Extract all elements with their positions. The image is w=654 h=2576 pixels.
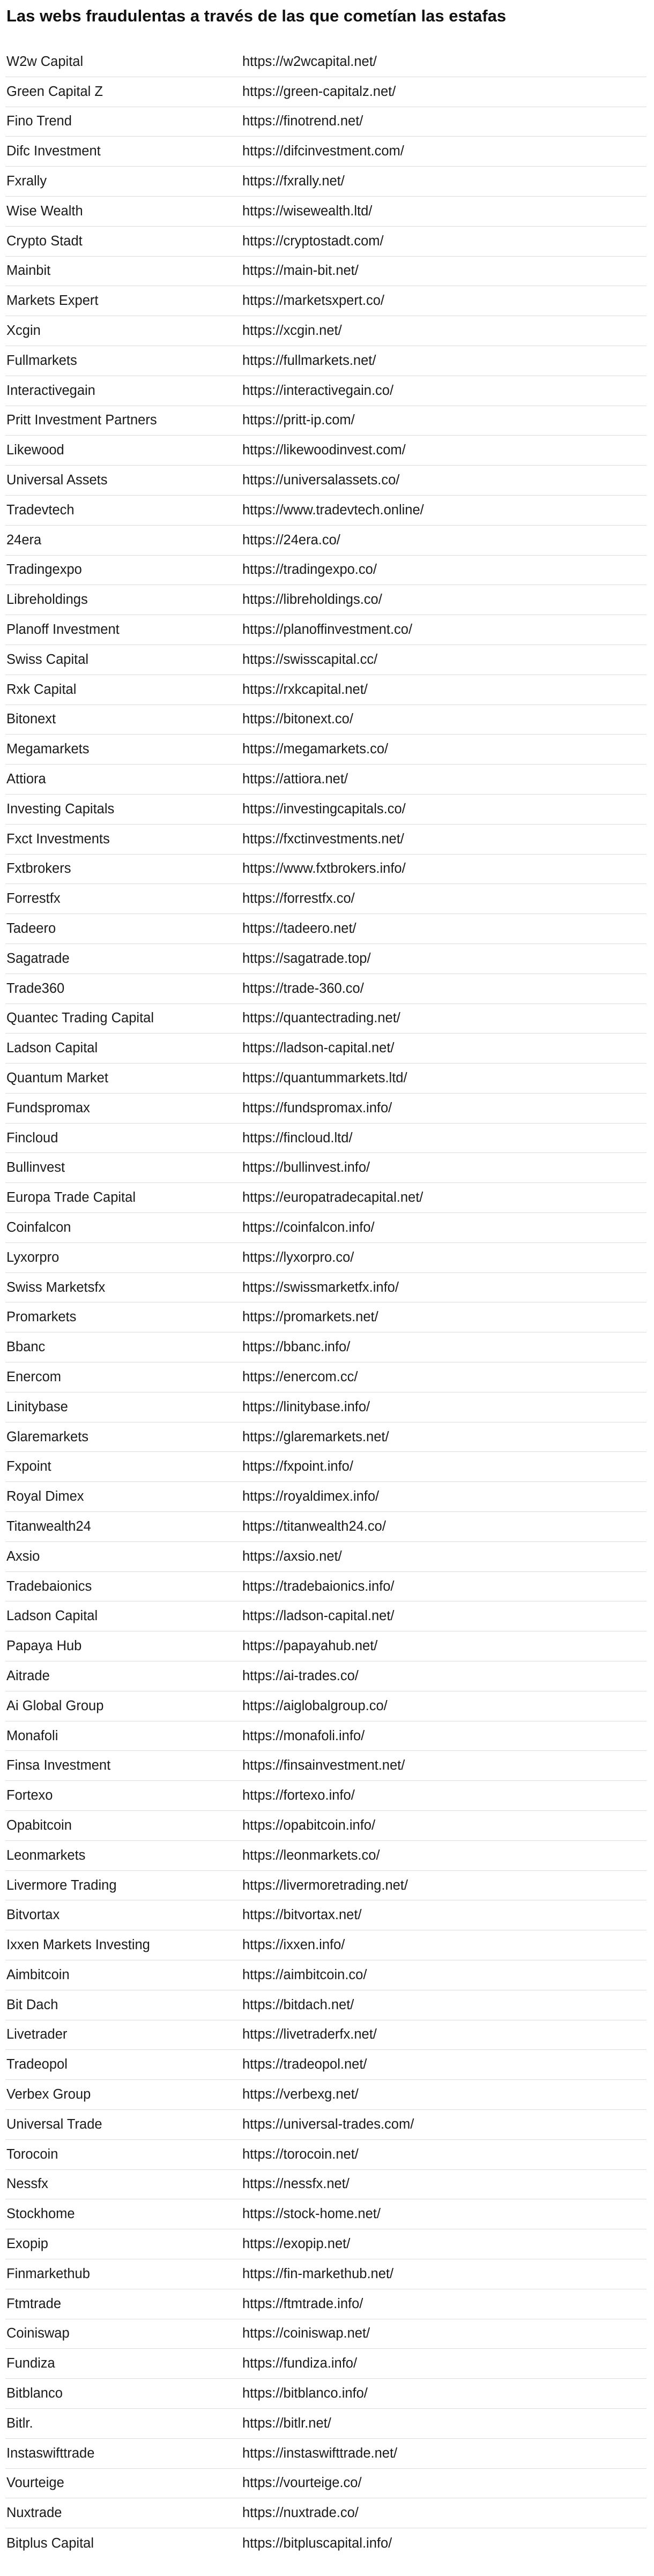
website-url: https://lyxorpro.co/: [242, 1249, 354, 1265]
table-row: [5, 1094, 646, 1124]
website-url: https://torocoin.net/: [242, 2146, 359, 2162]
table-row: [5, 556, 646, 586]
website-url: https://glaremarkets.net/: [242, 1429, 389, 1444]
website-url: https://bitpluscapital.info/: [242, 2535, 392, 2551]
company-name: Tadeero: [6, 921, 56, 936]
table-row: [5, 1064, 646, 1094]
company-name: Universal Trade: [6, 2116, 102, 2132]
company-name: Promarkets: [6, 1309, 77, 1325]
website-url: https://ladson-capital.net/: [242, 1608, 395, 1624]
website-url: https://planoffinvestment.co/: [242, 622, 413, 638]
table-row: [5, 2110, 646, 2140]
table-row: [5, 1871, 646, 1901]
website-url: https://bitlr.net/: [242, 2415, 331, 2431]
company-name: Verbex Group: [6, 2087, 91, 2102]
website-url: https://axsio.net/: [242, 1548, 342, 1564]
company-name: Nuxtrade: [6, 2505, 62, 2521]
company-name: Papaya Hub: [6, 1638, 82, 1654]
company-name: Monafoli: [6, 1728, 58, 1743]
website-url: https://sagatrade.top/: [242, 950, 371, 966]
company-name: Vourteige: [6, 2475, 64, 2491]
company-name: Bullinvest: [6, 1160, 65, 1175]
website-url: https://rxkcapital.net/: [242, 682, 368, 697]
table-row: [5, 496, 646, 526]
table-row: [5, 406, 646, 436]
website-url: https://livermoretrading.net/: [242, 1877, 408, 1893]
table-row: [5, 2289, 646, 2319]
website-url: https://trade-360.co/: [242, 980, 364, 996]
website-url: https://nuxtrade.co/: [242, 2505, 359, 2521]
company-name: Universal Assets: [6, 473, 108, 488]
website-url: https://bitonext.co/: [242, 712, 353, 727]
table-row: [5, 855, 646, 885]
company-name: Royal Dimex: [6, 1489, 84, 1504]
table-row: [5, 2080, 646, 2110]
table-row: [5, 1900, 646, 1930]
company-name: Forrestfx: [6, 891, 61, 907]
table-row: [5, 585, 646, 615]
company-name: Europa Trade Capital: [6, 1190, 136, 1205]
company-name: Swiss Capital: [6, 652, 89, 667]
website-url: https://universal-trades.com/: [242, 2116, 414, 2132]
company-name: Bit Dach: [6, 1997, 58, 2012]
table-row: [5, 765, 646, 795]
table-row: [5, 795, 646, 825]
website-url: https://instaswifttrade.net/: [242, 2445, 398, 2461]
company-name: Nessfx: [6, 2176, 48, 2192]
table-row: [5, 1960, 646, 1990]
website-url: https://livetraderfx.net/: [242, 2027, 377, 2042]
company-name: Markets Expert: [6, 293, 99, 309]
table-row: [5, 735, 646, 765]
company-name: Fundiza: [6, 2356, 55, 2371]
table-row: [5, 2020, 646, 2050]
company-name: Megamarkets: [6, 742, 90, 757]
table-row: [5, 1930, 646, 1960]
website-url: https://tradebaionics.info/: [242, 1578, 395, 1594]
company-name: Finmarkethub: [6, 2266, 90, 2281]
company-name: Tradingexpo: [6, 562, 82, 578]
table-row: [5, 286, 646, 316]
website-url: https://fortexo.info/: [242, 1788, 355, 1803]
company-name: Ladson Capital: [6, 1608, 98, 1624]
website-url: https://swisscapital.cc/: [242, 652, 378, 667]
company-name: Swiss Marketsfx: [6, 1279, 106, 1295]
website-url: https://titanwealth24.co/: [242, 1518, 386, 1534]
website-url: https://bullinvest.info/: [242, 1160, 370, 1175]
website-url: https://tradingexpo.co/: [242, 562, 377, 578]
website-url: https://vourteige.co/: [242, 2475, 362, 2491]
company-name: Lyxorpro: [6, 1249, 60, 1265]
website-url: https://fundspromax.info/: [242, 1100, 392, 1115]
company-name: Exopip: [6, 2236, 48, 2252]
website-url: https://cryptostadt.com/: [242, 233, 384, 249]
company-name: Pritt Investment Partners: [6, 413, 157, 428]
website-url: https://fincloud.ltd/: [242, 1130, 353, 1145]
company-name: Instaswifttrade: [6, 2445, 95, 2461]
table-row: [5, 1332, 646, 1362]
website-url: https://24era.co/: [242, 532, 340, 548]
company-name: Interactivegain: [6, 383, 95, 398]
company-name: Wise Wealth: [6, 203, 83, 219]
company-name: Investing Capitals: [6, 801, 115, 817]
table-row: [5, 77, 646, 107]
website-url: https://forrestfx.co/: [242, 891, 355, 907]
website-url: https://fullmarkets.net/: [242, 353, 376, 368]
table-row: [5, 197, 646, 227]
company-name: Coinfalcon: [6, 1219, 71, 1235]
table-row: [5, 1601, 646, 1631]
company-name: Green Capital Z: [6, 84, 103, 99]
website-url: https://wisewealth.ltd/: [242, 203, 373, 219]
company-name: Bitvortax: [6, 1907, 60, 1923]
company-name: Ai Global Group: [6, 1698, 104, 1713]
website-url: https://ftmtrade.info/: [242, 2296, 363, 2311]
table-row: [5, 227, 646, 257]
website-url: https://bitblanco.info/: [242, 2386, 368, 2401]
website-url: https://stock-home.net/: [242, 2206, 381, 2222]
website-url: https://nessfx.net/: [242, 2176, 350, 2192]
company-name: Tradebaionics: [6, 1578, 92, 1594]
table-row: [5, 1243, 646, 1273]
company-name: Planoff Investment: [6, 622, 120, 638]
table-row: [5, 1452, 646, 1482]
table-row: [5, 1572, 646, 1602]
website-url: https://verbexg.net/: [242, 2087, 359, 2102]
table-row: [5, 466, 646, 496]
company-name: Ftmtrade: [6, 2296, 62, 2311]
table-row: [5, 137, 646, 167]
website-url: https://finotrend.net/: [242, 114, 363, 129]
website-url: https://www.fxtbrokers.info/: [242, 861, 406, 877]
website-url: https://swissmarketfx.info/: [242, 1279, 399, 1295]
company-name: Difc Investment: [6, 144, 101, 159]
website-url: https://europatradecapital.net/: [242, 1190, 423, 1205]
company-name: Axsio: [6, 1548, 40, 1564]
company-name: Likewood: [6, 443, 64, 458]
company-name: Bitplus Capital: [6, 2535, 94, 2551]
table-row: [5, 436, 646, 466]
table-row: [5, 2498, 646, 2528]
company-name: Aitrade: [6, 1668, 50, 1683]
table-row: [5, 2140, 646, 2170]
website-url: https://green-capitalz.net/: [242, 84, 396, 99]
table-row: [5, 257, 646, 287]
website-url: https://interactivegain.co/: [242, 383, 394, 398]
website-url: https://xcgin.net/: [242, 323, 342, 339]
table-row: [5, 2319, 646, 2349]
table-row: [5, 615, 646, 645]
company-name: Sagatrade: [6, 950, 70, 966]
company-name: Bbanc: [6, 1339, 46, 1355]
table-row: [5, 2050, 646, 2080]
website-url: https://opabitcoin.info/: [242, 1817, 376, 1833]
table-row: [5, 884, 646, 914]
table-row: [5, 167, 646, 197]
company-name: Enercom: [6, 1369, 62, 1384]
table-row: [5, 1004, 646, 1034]
company-name: Ladson Capital: [6, 1040, 98, 1056]
company-name: Livetrader: [6, 2027, 68, 2042]
table-row: [5, 1811, 646, 1841]
table-row: [5, 1631, 646, 1661]
table-row: [5, 2170, 646, 2200]
website-url: https://pritt-ip.com/: [242, 413, 355, 428]
table-row: [5, 944, 646, 974]
company-name: Titanwealth24: [6, 1518, 91, 1534]
website-url: https://w2wcapital.net/: [242, 54, 377, 69]
table-row: [5, 1512, 646, 1542]
table-row: [5, 1841, 646, 1871]
website-url: https://likewoodinvest.com/: [242, 443, 406, 458]
company-name: Bitblanco: [6, 2386, 63, 2401]
table-row: [5, 825, 646, 855]
table-row: [5, 1542, 646, 1572]
company-name: Libreholdings: [6, 592, 88, 608]
website-url: https://promarkets.net/: [242, 1309, 378, 1325]
website-url: https://fin-markethub.net/: [242, 2266, 394, 2281]
table-row: [5, 974, 646, 1004]
company-name: Tradeopol: [6, 2057, 68, 2072]
company-name: Trade360: [6, 980, 65, 996]
company-name: Ixxen Markets Investing: [6, 1937, 150, 1953]
company-name: Bitlr.: [6, 2415, 33, 2431]
table-row: [5, 2229, 646, 2259]
website-url: https://ixxen.info/: [242, 1937, 345, 1953]
company-name: Quantec Trading Capital: [6, 1010, 154, 1026]
table-row: [5, 1721, 646, 1751]
company-name: Mainbit: [6, 263, 51, 279]
table-row: [5, 1302, 646, 1332]
company-name: Bitonext: [6, 712, 56, 727]
website-url: https://royaldimex.info/: [242, 1489, 380, 1504]
website-url: https://tradeopol.net/: [242, 2057, 367, 2072]
website-url: https://enercom.cc/: [242, 1369, 358, 1384]
website-url: https://fxrally.net/: [242, 174, 345, 189]
table-row: [5, 1273, 646, 1303]
company-name: Aimbitcoin: [6, 1967, 70, 1982]
table-row: [5, 2379, 646, 2409]
table-row: [5, 1183, 646, 1213]
table-row: [5, 1691, 646, 1721]
company-name: 24era: [6, 532, 42, 548]
website-url: https://finsainvestment.net/: [242, 1758, 405, 1773]
website-url: https://quantummarkets.ltd/: [242, 1070, 407, 1085]
table-row: [5, 1034, 646, 1064]
website-url: https://marketsxpert.co/: [242, 293, 385, 309]
company-name: Stockhome: [6, 2206, 75, 2222]
table-row: [5, 2259, 646, 2289]
website-url: https://coiniswap.net/: [242, 2326, 370, 2341]
table-row: [5, 2409, 646, 2439]
table-row: [5, 1990, 646, 2020]
website-url: https://difcinvestment.com/: [242, 144, 404, 159]
table-row: [5, 316, 646, 346]
table-row: [5, 107, 646, 137]
company-name: Fino Trend: [6, 114, 72, 129]
website-url: https://exopip.net/: [242, 2236, 351, 2252]
table-row: [5, 376, 646, 406]
company-name: W2w Capital: [6, 54, 84, 69]
table-row: [5, 1482, 646, 1512]
website-url: https://universalassets.co/: [242, 473, 400, 488]
website-url: https://linitybase.info/: [242, 1399, 370, 1414]
website-url: https://libreholdings.co/: [242, 592, 382, 608]
company-name: Fincloud: [6, 1130, 58, 1145]
table-row: [5, 346, 646, 376]
website-url: https://papayahub.net/: [242, 1638, 378, 1654]
table-row: [5, 1781, 646, 1811]
table-row: [5, 2349, 646, 2379]
company-name: Attiora: [6, 772, 46, 787]
page-title: Las webs fraudulentas a través de las que cometían las estafas: [6, 6, 507, 25]
table-row: [5, 2469, 646, 2499]
website-url: https://leonmarkets.co/: [242, 1847, 380, 1863]
company-name: Livermore Trading: [6, 1877, 117, 1893]
website-url: https://quantectrading.net/: [242, 1010, 400, 1026]
company-name: Finsa Investment: [6, 1758, 111, 1773]
website-url: https://aiglobalgroup.co/: [242, 1698, 388, 1713]
company-name: Xcgin: [6, 323, 41, 339]
company-name: Fxpoint: [6, 1459, 51, 1474]
company-name: Quantum Market: [6, 1070, 108, 1085]
company-name: Rxk Capital: [6, 682, 77, 697]
company-name: Linitybase: [6, 1399, 68, 1414]
table-row: [5, 2199, 646, 2229]
website-url: https://bitdach.net/: [242, 1997, 354, 2012]
company-name: Opabitcoin: [6, 1817, 72, 1833]
table-row: [5, 47, 646, 77]
company-name: Fundspromax: [6, 1100, 90, 1115]
table-row: [5, 1153, 646, 1183]
company-name: Glaremarkets: [6, 1429, 89, 1444]
company-name: Fortexo: [6, 1788, 53, 1803]
website-url: https://tadeero.net/: [242, 921, 356, 936]
table-row: [5, 1422, 646, 1452]
website-url: https://aimbitcoin.co/: [242, 1967, 367, 1982]
company-name: Fullmarkets: [6, 353, 77, 368]
website-url: https://megamarkets.co/: [242, 742, 389, 757]
website-url: https://attiora.net/: [242, 772, 348, 787]
table-row: [5, 914, 646, 944]
table-row: [5, 2528, 646, 2558]
company-name: Coiniswap: [6, 2326, 70, 2341]
table-row: [5, 1362, 646, 1392]
table-row: [5, 675, 646, 705]
table-row: [5, 1124, 646, 1154]
company-name: Torocoin: [6, 2146, 58, 2162]
website-url: https://fundiza.info/: [242, 2356, 358, 2371]
company-name: Fxtbrokers: [6, 861, 71, 877]
company-name: Fxrally: [6, 174, 47, 189]
website-url: https://ai-trades.co/: [242, 1668, 359, 1683]
website-url: https://www.tradevtech.online/: [242, 502, 424, 518]
table-row: [5, 645, 646, 675]
table-row: [5, 705, 646, 735]
table-row: [5, 1751, 646, 1781]
table-row: [5, 526, 646, 556]
website-url: https://bbanc.info/: [242, 1339, 351, 1355]
table-row: [5, 1213, 646, 1243]
company-name: Tradevtech: [6, 502, 75, 518]
website-url: https://fxpoint.info/: [242, 1459, 353, 1474]
company-name: Leonmarkets: [6, 1847, 86, 1863]
table-row: [5, 1392, 646, 1422]
company-name: Fxct Investments: [6, 831, 110, 847]
website-url: https://main-bit.net/: [242, 263, 359, 279]
website-url: https://ladson-capital.net/: [242, 1040, 395, 1056]
websites-table: [5, 47, 646, 2558]
table-row: [5, 1661, 646, 1691]
website-url: https://bitvortax.net/: [242, 1907, 362, 1923]
company-name: Crypto Stadt: [6, 233, 83, 249]
website-url: https://monafoli.info/: [242, 1728, 365, 1743]
website-url: https://coinfalcon.info/: [242, 1219, 375, 1235]
website-url: https://investingcapitals.co/: [242, 801, 406, 817]
table-row: [5, 2439, 646, 2469]
website-url: https://fxctinvestments.net/: [242, 831, 404, 847]
